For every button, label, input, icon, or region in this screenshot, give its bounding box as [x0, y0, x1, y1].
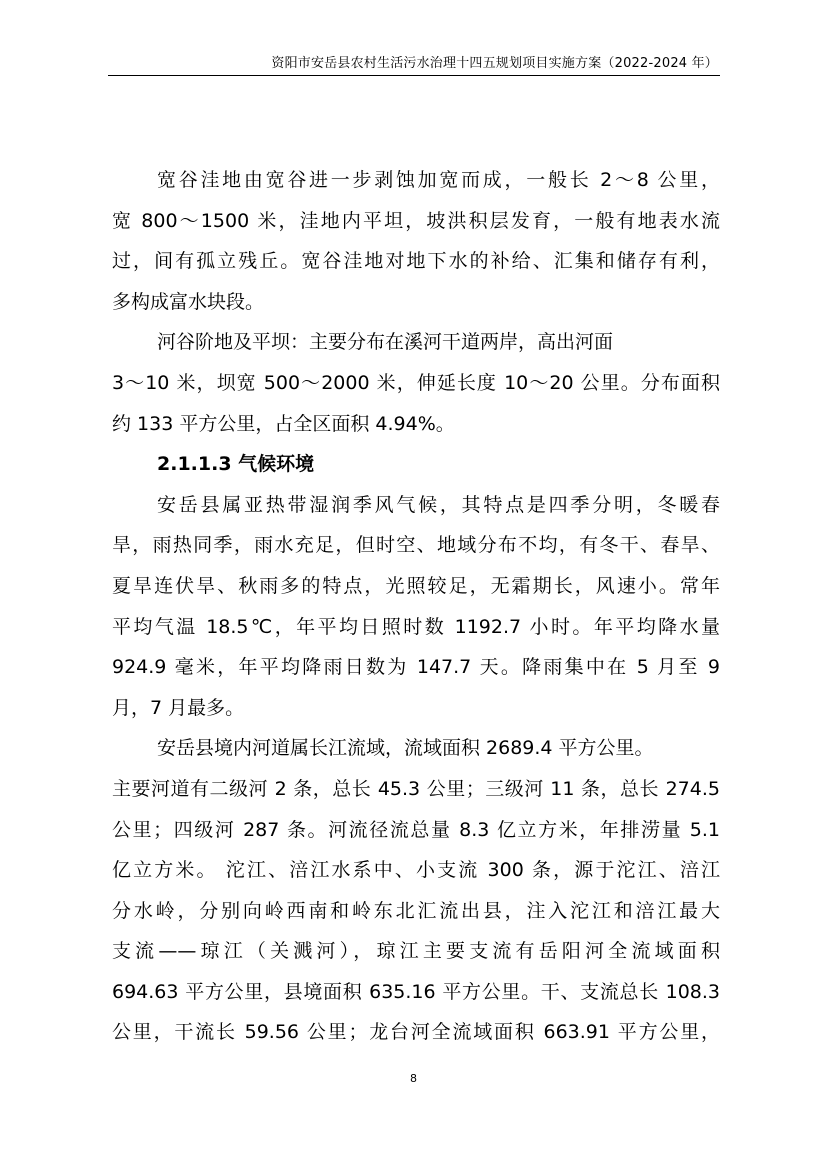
paragraph-wide-valley	[112, 160, 720, 322]
page-number: 8	[410, 1072, 417, 1085]
text-line: 3～10 米，坝宽 500～2000 米，伸延长度 10～20 公里。分布面积	[112, 371, 720, 394]
text-line: 多构成富水块段。	[112, 290, 265, 313]
text-line: 夏旱连伏旱、秋雨多的特点，光照较足，无霜期长，风速小。常年	[112, 574, 720, 597]
text-line: 公里，干流长 59.56 公里；龙台河全流域面积 663.91 平方公里，	[112, 1021, 720, 1044]
text-line: 安岳县属亚热带湿润季风气候，其特点是四季分明，冬暖春	[157, 493, 720, 516]
text-line: 亿立方米。 沱江、涪江水系中、小支流 300 条，源于沱江、涪江	[112, 859, 720, 882]
running-header: 资阳市安岳县农村生活污水治理十四五规划项目实施方案（2022-2024 年）	[271, 56, 718, 71]
paragraph-river-terrace	[112, 322, 720, 444]
text-line: 694.63 平方公里，县境面积 635.16 平方公里。干、支流总长 108.3	[112, 980, 720, 1003]
text-line: 宽 800～1500 米，洼地内平坦，坡洪积层发育，一般有地表水流	[112, 209, 720, 232]
text-line: 月，7 月最多。	[112, 696, 245, 719]
text-line: 支流——琼江（关溅河），琼江主要支流有岳阳河全流域面积	[112, 940, 720, 963]
text-line: 安岳县境内河道属长江流域，流域面积 2689.4 平方公里。	[157, 737, 654, 760]
paragraph-climate	[112, 485, 720, 729]
paragraph-rivers	[112, 728, 720, 1053]
text-line: 河谷阶地及平坝：主要分布在溪河干道两岸，高出河面	[157, 331, 614, 354]
text-line: 平均气温 18.5℃，年平均日照时数 1192.7 小时。年平均降水量	[112, 615, 720, 638]
text-line: 约 133 平方公里，占全区面积 4.94%。	[112, 412, 455, 435]
section-heading: 2.1.1.3 气候环境	[157, 453, 315, 476]
text-line: 924.9 毫米，年平均降雨日数为 147.7 天。降雨集中在 5 月至 9	[112, 656, 720, 679]
text-line: 分水岭，分别向岭西南和岭东北汇流出县，注入沱江和涪江最大	[112, 899, 720, 922]
text-line: 过，间有孤立残丘。宽谷洼地对地下水的补给、汇集和储存有利，	[112, 250, 720, 273]
text-line: 宽谷洼地由宽谷进一步剥蚀加宽而成，一般长 2～8 公里，	[157, 169, 720, 191]
document-body	[112, 160, 720, 1053]
text-line: 旱，雨热同季，雨水充足，但时空、地域分布不均，有冬干、春旱、	[112, 534, 720, 557]
text-line: 公里；四级河 287 条。河流径流总量 8.3 亿立方米，年排涝量 5.1	[112, 818, 720, 841]
header-divider	[108, 75, 720, 76]
text-line: 主要河道有二级河 2 条，总长 45.3 公里；三级河 11 条，总长 274.5	[112, 777, 720, 800]
